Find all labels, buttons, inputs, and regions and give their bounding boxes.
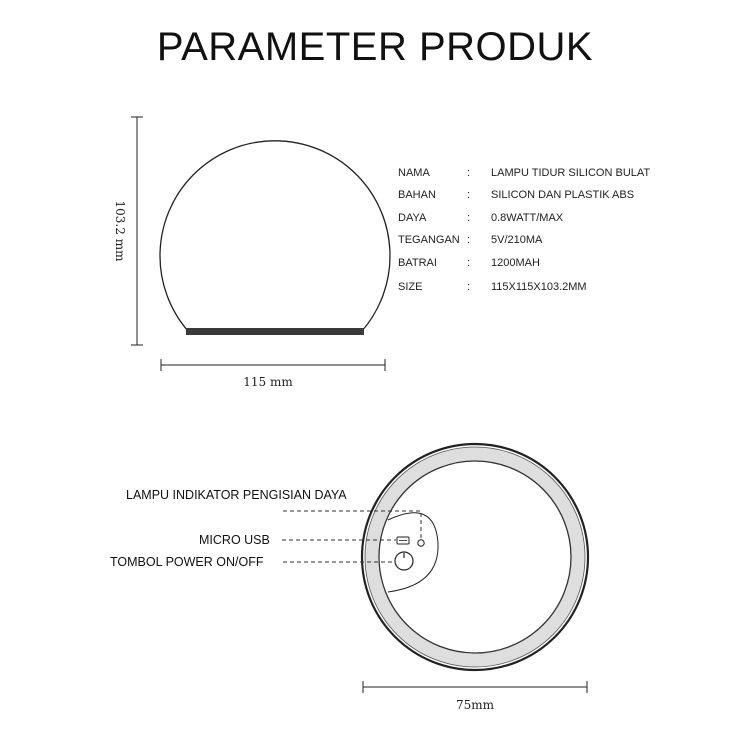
spec-row-bahan xyxy=(398,189,634,201)
indicator-light-icon xyxy=(418,540,424,546)
callout-usb-label: MICRO USB xyxy=(199,533,270,547)
width-label: 115 mm xyxy=(243,375,293,389)
width-dimension xyxy=(161,359,385,389)
spec-separator: : xyxy=(467,234,471,246)
spec-label: SIZE xyxy=(398,281,423,293)
height-label: 103.2 mm xyxy=(113,200,127,262)
spec-label: DAYA xyxy=(398,212,427,224)
spec-separator: : xyxy=(467,167,471,179)
lamp-globe-outline xyxy=(160,141,390,331)
bottom-view xyxy=(110,444,588,712)
spec-label: NAMA xyxy=(398,167,430,179)
spec-value: LAMPU TIDUR SILICON BULAT xyxy=(491,167,651,179)
spec-value: 0.8WATT/MAX xyxy=(491,212,564,224)
base-width-dimension xyxy=(363,681,587,712)
spec-row-batrai xyxy=(398,257,540,269)
spec-separator: : xyxy=(467,281,471,293)
spec-row-tegangan xyxy=(398,234,543,246)
callout-power-label: TOMBOL POWER ON/OFF xyxy=(110,555,264,569)
height-dimension xyxy=(113,117,143,345)
spec-value: 1200MAH xyxy=(491,257,540,269)
spec-row-size xyxy=(398,281,587,293)
lamp-base xyxy=(186,328,364,335)
spec-table xyxy=(398,167,650,293)
side-view xyxy=(113,117,390,389)
callout-indicator-label: LAMPU INDIKATOR PENGISIAN DAYA xyxy=(126,488,347,502)
spec-value: SILICON DAN PLASTIK ABS xyxy=(491,189,635,201)
page-title: PARAMETER PRODUK xyxy=(156,25,594,69)
spec-value: 115X115X103.2MM xyxy=(491,281,587,293)
spec-row-nama xyxy=(398,167,650,179)
spec-separator: : xyxy=(467,212,471,224)
spec-separator: : xyxy=(467,189,471,201)
spec-label: BATRAI xyxy=(398,257,437,269)
base-width-label: 75mm xyxy=(455,698,495,712)
spec-row-daya xyxy=(398,212,564,224)
spec-separator: : xyxy=(467,257,471,269)
callout-power xyxy=(110,555,395,569)
spec-label: TEGANGAN xyxy=(398,234,460,246)
spec-label: BAHAN xyxy=(398,189,436,201)
spec-value: 5V/210MA xyxy=(491,234,543,246)
